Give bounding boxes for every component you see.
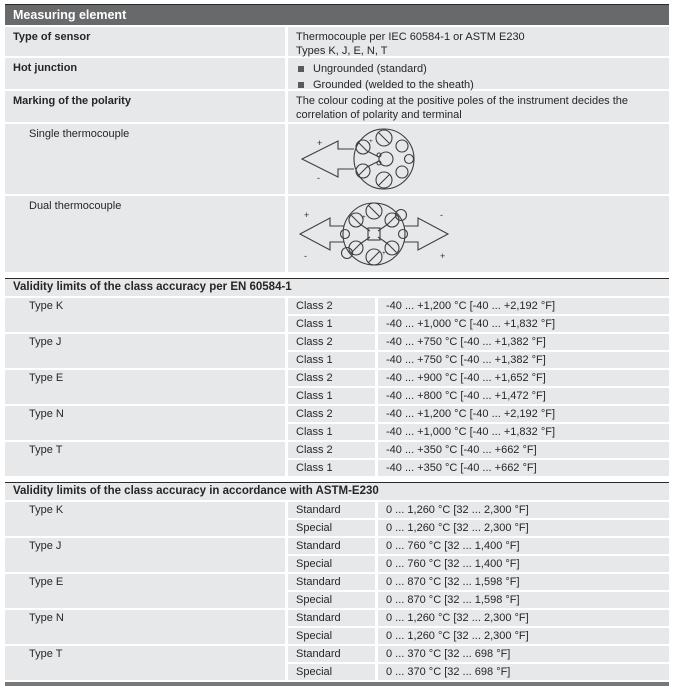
left-minus-label: - [304, 251, 307, 261]
right-plus-label: + [440, 251, 446, 261]
class-label: Special [288, 592, 375, 608]
range-value: 0 ... 870 °C [32 ... 1,598 °F] [378, 592, 669, 608]
accuracy-entry [288, 538, 669, 554]
table-title-bar: Measuring element [5, 4, 669, 25]
row-dual-thermocouple [5, 196, 669, 272]
single-thermocouple-diagram [288, 124, 669, 194]
accuracy-entry [288, 334, 669, 350]
range-value: -40 ... +350 °C [-40 ... +662 °F] [378, 460, 669, 476]
class-label: Class 2 [288, 334, 375, 350]
square-bullet-icon [298, 66, 304, 72]
accuracy-entry [288, 502, 669, 518]
section-title-astm-e230: Validity limits of the class accuracy in accordance with ASTM-E230 [5, 482, 669, 500]
bullet-line [296, 78, 661, 92]
table-row-type-t [5, 442, 669, 476]
terminal-plus-mark: + [382, 250, 386, 257]
type-label: Type J [5, 538, 285, 572]
class-label: Standard [288, 646, 375, 662]
accuracy-entry [288, 442, 669, 458]
row-label: Single thermocouple [5, 124, 285, 194]
row-label: Dual thermocouple [5, 196, 285, 272]
measuring-element-table [5, 4, 669, 686]
type-label: Type T [5, 442, 285, 476]
accuracy-entry [288, 424, 669, 440]
table-row-type-n [5, 610, 669, 644]
class-label: Class 2 [288, 442, 375, 458]
accuracy-entry [288, 646, 669, 662]
type-label: Type E [5, 370, 285, 404]
table-row-type-j [5, 538, 669, 572]
type-label: Type K [5, 298, 285, 332]
polarity-value-line-2: correlation of polarity and terminal [296, 109, 462, 121]
accuracy-entry [288, 520, 669, 536]
accuracy-entry [288, 574, 669, 590]
sensor-value-line-2: Types K, J, E, N, T [296, 45, 388, 57]
range-value: -40 ... +1,000 °C [-40 ... +1,832 °F] [378, 316, 669, 332]
range-value: 0 ... 760 °C [32 ... 1,400 °F] [378, 556, 669, 572]
range-value: -40 ... +1,200 °C [-40 ... +2,192 °F] [378, 298, 669, 314]
right-minus-label: - [440, 210, 443, 220]
row-label: Marking of the polarity [5, 91, 285, 122]
table-row-type-e [5, 370, 669, 404]
accuracy-entry [288, 460, 669, 476]
row-label: Hot junction [5, 58, 285, 89]
range-value: 0 ... 760 °C [32 ... 1,400 °F] [378, 538, 669, 554]
range-value: -40 ... +1,000 °C [-40 ... +1,832 °F] [378, 424, 669, 440]
type-label: Type T [5, 646, 285, 680]
table-row-type-k [5, 298, 669, 332]
terminal-head-single-icon [290, 127, 442, 191]
accuracy-entry [288, 592, 669, 608]
terminal-head-dual-icon [290, 199, 458, 269]
table-row-type-e [5, 574, 669, 608]
table-row-type-k [5, 502, 669, 536]
range-value: 0 ... 370 °C [32 ... 698 °F] [378, 646, 669, 662]
class-label: Standard [288, 574, 375, 590]
row-value [288, 58, 669, 89]
range-value: 0 ... 370 °C [32 ... 698 °F] [378, 664, 669, 680]
row-marking-of-polarity [5, 91, 669, 122]
class-label: Class 2 [288, 406, 375, 422]
range-value: -40 ... +1,200 °C [-40 ... +2,192 °F] [378, 406, 669, 422]
section-title-en-60584-1: Validity limits of the class accuracy per EN 60584-1 [5, 278, 669, 296]
type-label: Type E [5, 574, 285, 608]
range-value: 0 ... 1,260 °C [32 ... 2,300 °F] [378, 502, 669, 518]
type-label: Type N [5, 406, 285, 440]
range-value: 0 ... 1,260 °C [32 ... 2,300 °F] [378, 628, 669, 644]
class-label: Class 1 [288, 316, 375, 332]
range-value: 0 ... 1,260 °C [32 ... 2,300 °F] [378, 520, 669, 536]
accuracy-entry [288, 610, 669, 626]
table-row-type-t [5, 646, 669, 680]
class-label: Class 1 [288, 388, 375, 404]
range-value: -40 ... +900 °C [-40 ... +1,652 °F] [378, 370, 669, 386]
class-label: Standard [288, 502, 375, 518]
bullet-line [296, 62, 661, 76]
accuracy-entry [288, 406, 669, 422]
accuracy-entry [288, 352, 669, 368]
left-plus-label: + [304, 210, 310, 220]
type-label: Type K [5, 502, 285, 536]
row-type-of-sensor [5, 27, 669, 56]
class-label: Class 2 [288, 298, 375, 314]
table-row-type-j [5, 334, 669, 368]
range-value: -40 ... +750 °C [-40 ... +1,382 °F] [378, 334, 669, 350]
accuracy-entry [288, 664, 669, 680]
row-label: Type of sensor [5, 27, 285, 56]
range-value: -40 ... +800 °C [-40 ... +1,472 °F] [378, 388, 669, 404]
row-hot-junction [5, 58, 669, 89]
type-label: Type N [5, 610, 285, 644]
accuracy-entry [288, 316, 669, 332]
row-value [288, 91, 669, 122]
class-label: Class 1 [288, 352, 375, 368]
row-single-thermocouple [5, 124, 669, 194]
hot-junction-option-2: Grounded (welded to the sheath) [313, 79, 474, 91]
type-label: Type J [5, 334, 285, 368]
class-label: Standard [288, 610, 375, 626]
range-value: 0 ... 870 °C [32 ... 1,598 °F] [378, 574, 669, 590]
class-label: Special [288, 628, 375, 644]
polarity-plus-label: + [317, 138, 323, 148]
class-label: Class 1 [288, 460, 375, 476]
table-row-type-n [5, 406, 669, 440]
row-value [288, 27, 669, 56]
class-label: Special [288, 520, 375, 536]
class-label: Class 1 [288, 424, 375, 440]
class-label: Standard [288, 538, 375, 554]
range-value: 0 ... 1,260 °C [32 ... 2,300 °F] [378, 610, 669, 626]
sensor-value-line-1: Thermocouple per IEC 60584-1 or ASTM E230 [296, 31, 525, 43]
terminal-plus-mark: + [369, 138, 373, 145]
range-value: -40 ... +350 °C [-40 ... +662 °F] [378, 442, 669, 458]
accuracy-entry [288, 298, 669, 314]
range-value: -40 ... +750 °C [-40 ... +1,382 °F] [378, 352, 669, 368]
terminal-plus-mark: + [362, 214, 366, 221]
square-bullet-icon [298, 82, 304, 88]
polarity-minus-label: - [317, 173, 320, 183]
accuracy-entry [288, 370, 669, 386]
accuracy-entry [288, 628, 669, 644]
class-label: Special [288, 556, 375, 572]
class-label: Class 2 [288, 370, 375, 386]
hot-junction-option-1: Ungrounded (standard) [313, 63, 427, 75]
class-label: Special [288, 664, 375, 680]
bottom-rule [5, 682, 669, 686]
polarity-value-line-1: The colour coding at the positive poles of the instrument decides the [296, 95, 629, 107]
accuracy-entry [288, 556, 669, 572]
dual-thermocouple-diagram [288, 196, 669, 272]
accuracy-entry [288, 388, 669, 404]
